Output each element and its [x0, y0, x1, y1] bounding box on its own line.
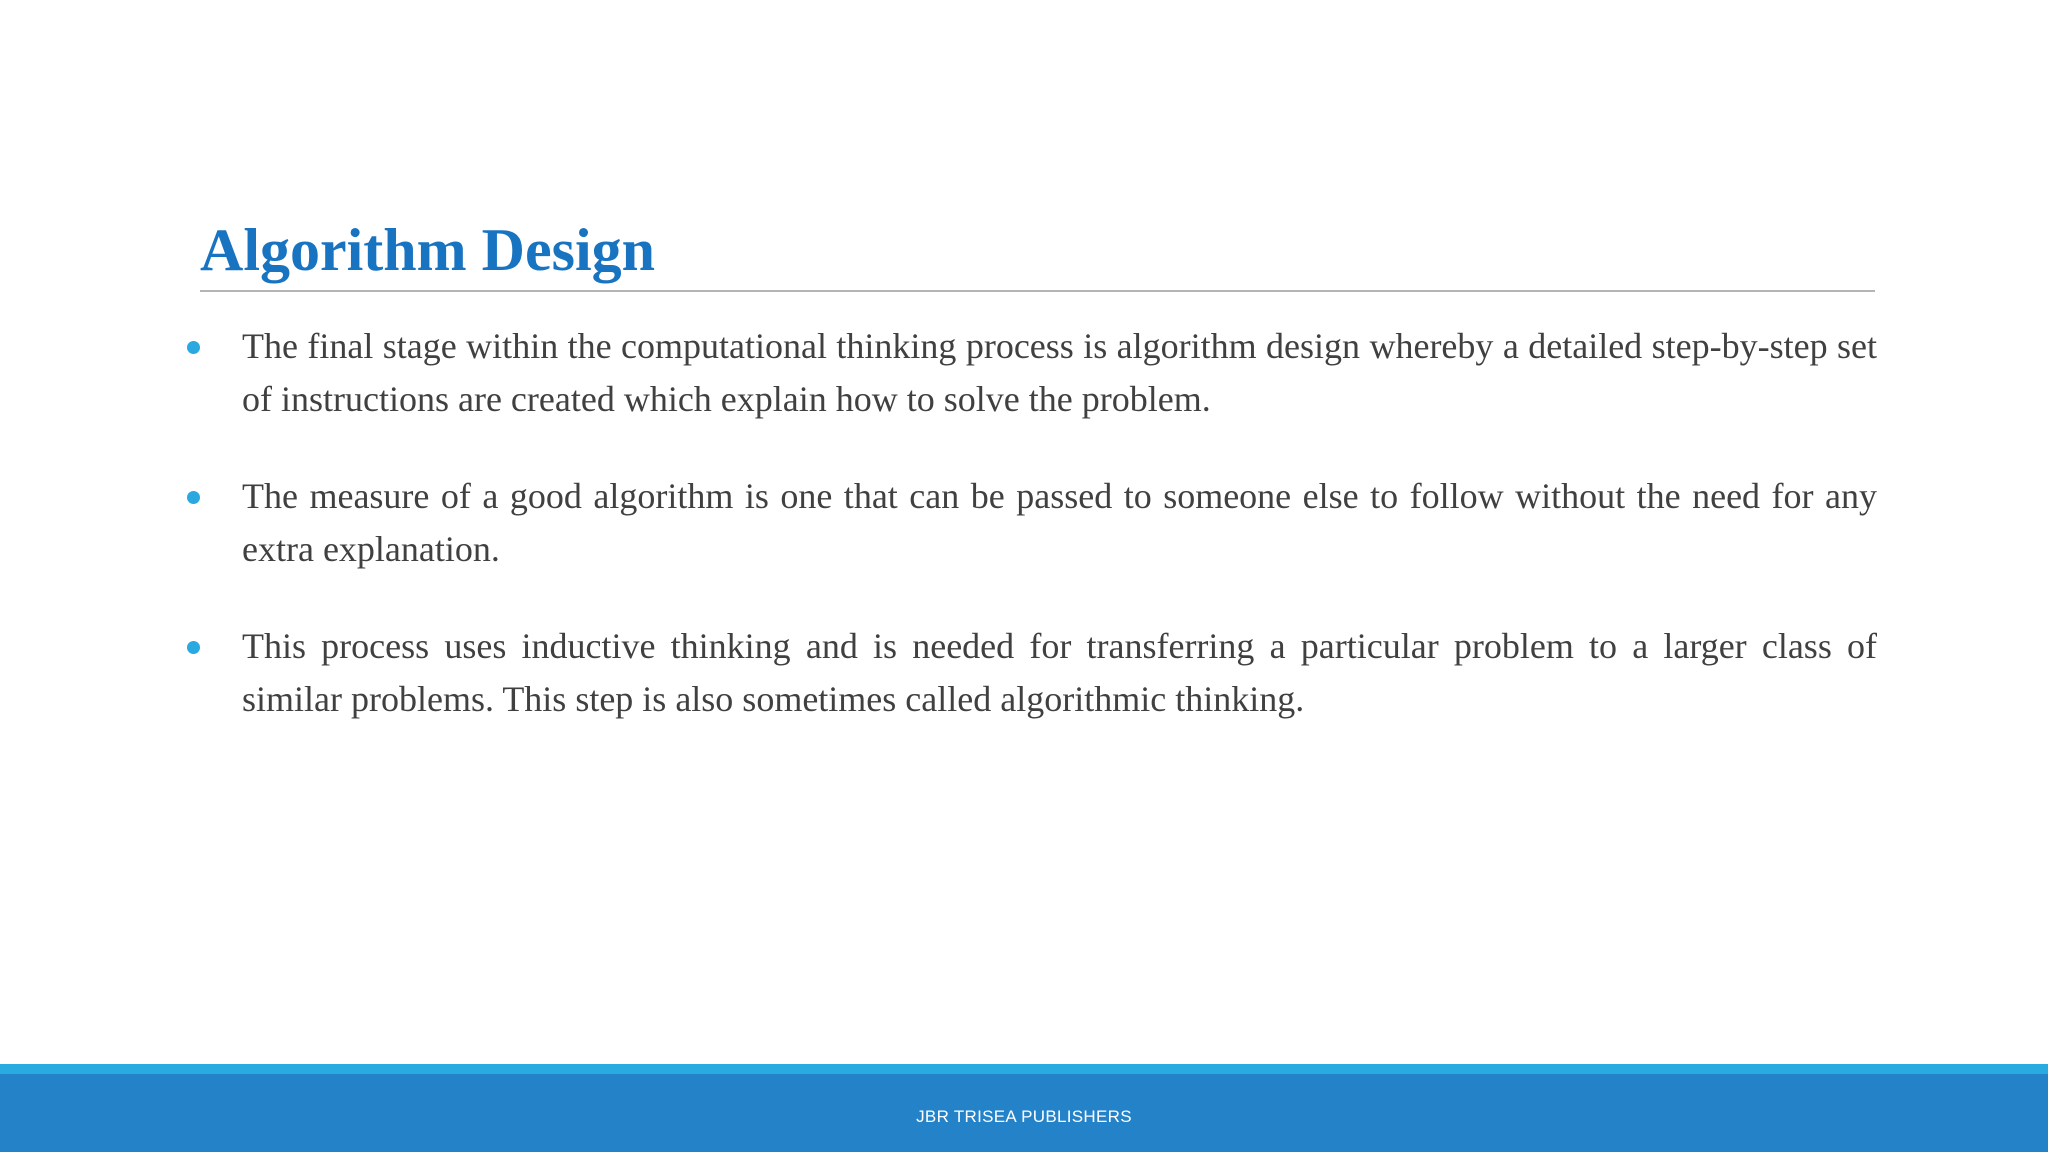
- bullet-text: The measure of a good algorithm is one that can be passed to someone else to follow without the need for any extra explanation.: [242, 476, 1877, 569]
- footer-stripe: [0, 1064, 2048, 1074]
- footer-publisher-text: JBR TRISEA PUBLISHERS: [916, 1107, 1132, 1126]
- footer-bar: [0, 1074, 2048, 1152]
- bullet-item: [180, 470, 1877, 576]
- bullet-dot-icon: [187, 341, 200, 354]
- bullet-dot-icon: [187, 491, 200, 504]
- bullet-item: [180, 620, 1877, 726]
- bullet-text: The final stage within the computational thinking process is algorithm design whereby a detailed step-by-step set of instructions are created which explain how to solve the problem.: [242, 326, 1877, 419]
- slide-title: Algorithm Design: [200, 217, 655, 283]
- title-divider: [200, 290, 1875, 292]
- bullet-text: This process uses inductive thinking and is needed for transferring a particular problem to a larger class of similar problems. This step is also sometimes called algorithmic thinking.: [242, 626, 1877, 719]
- bullet-list: [180, 320, 1877, 770]
- bullet-dot-icon: [187, 641, 200, 654]
- bullet-item: [180, 320, 1877, 426]
